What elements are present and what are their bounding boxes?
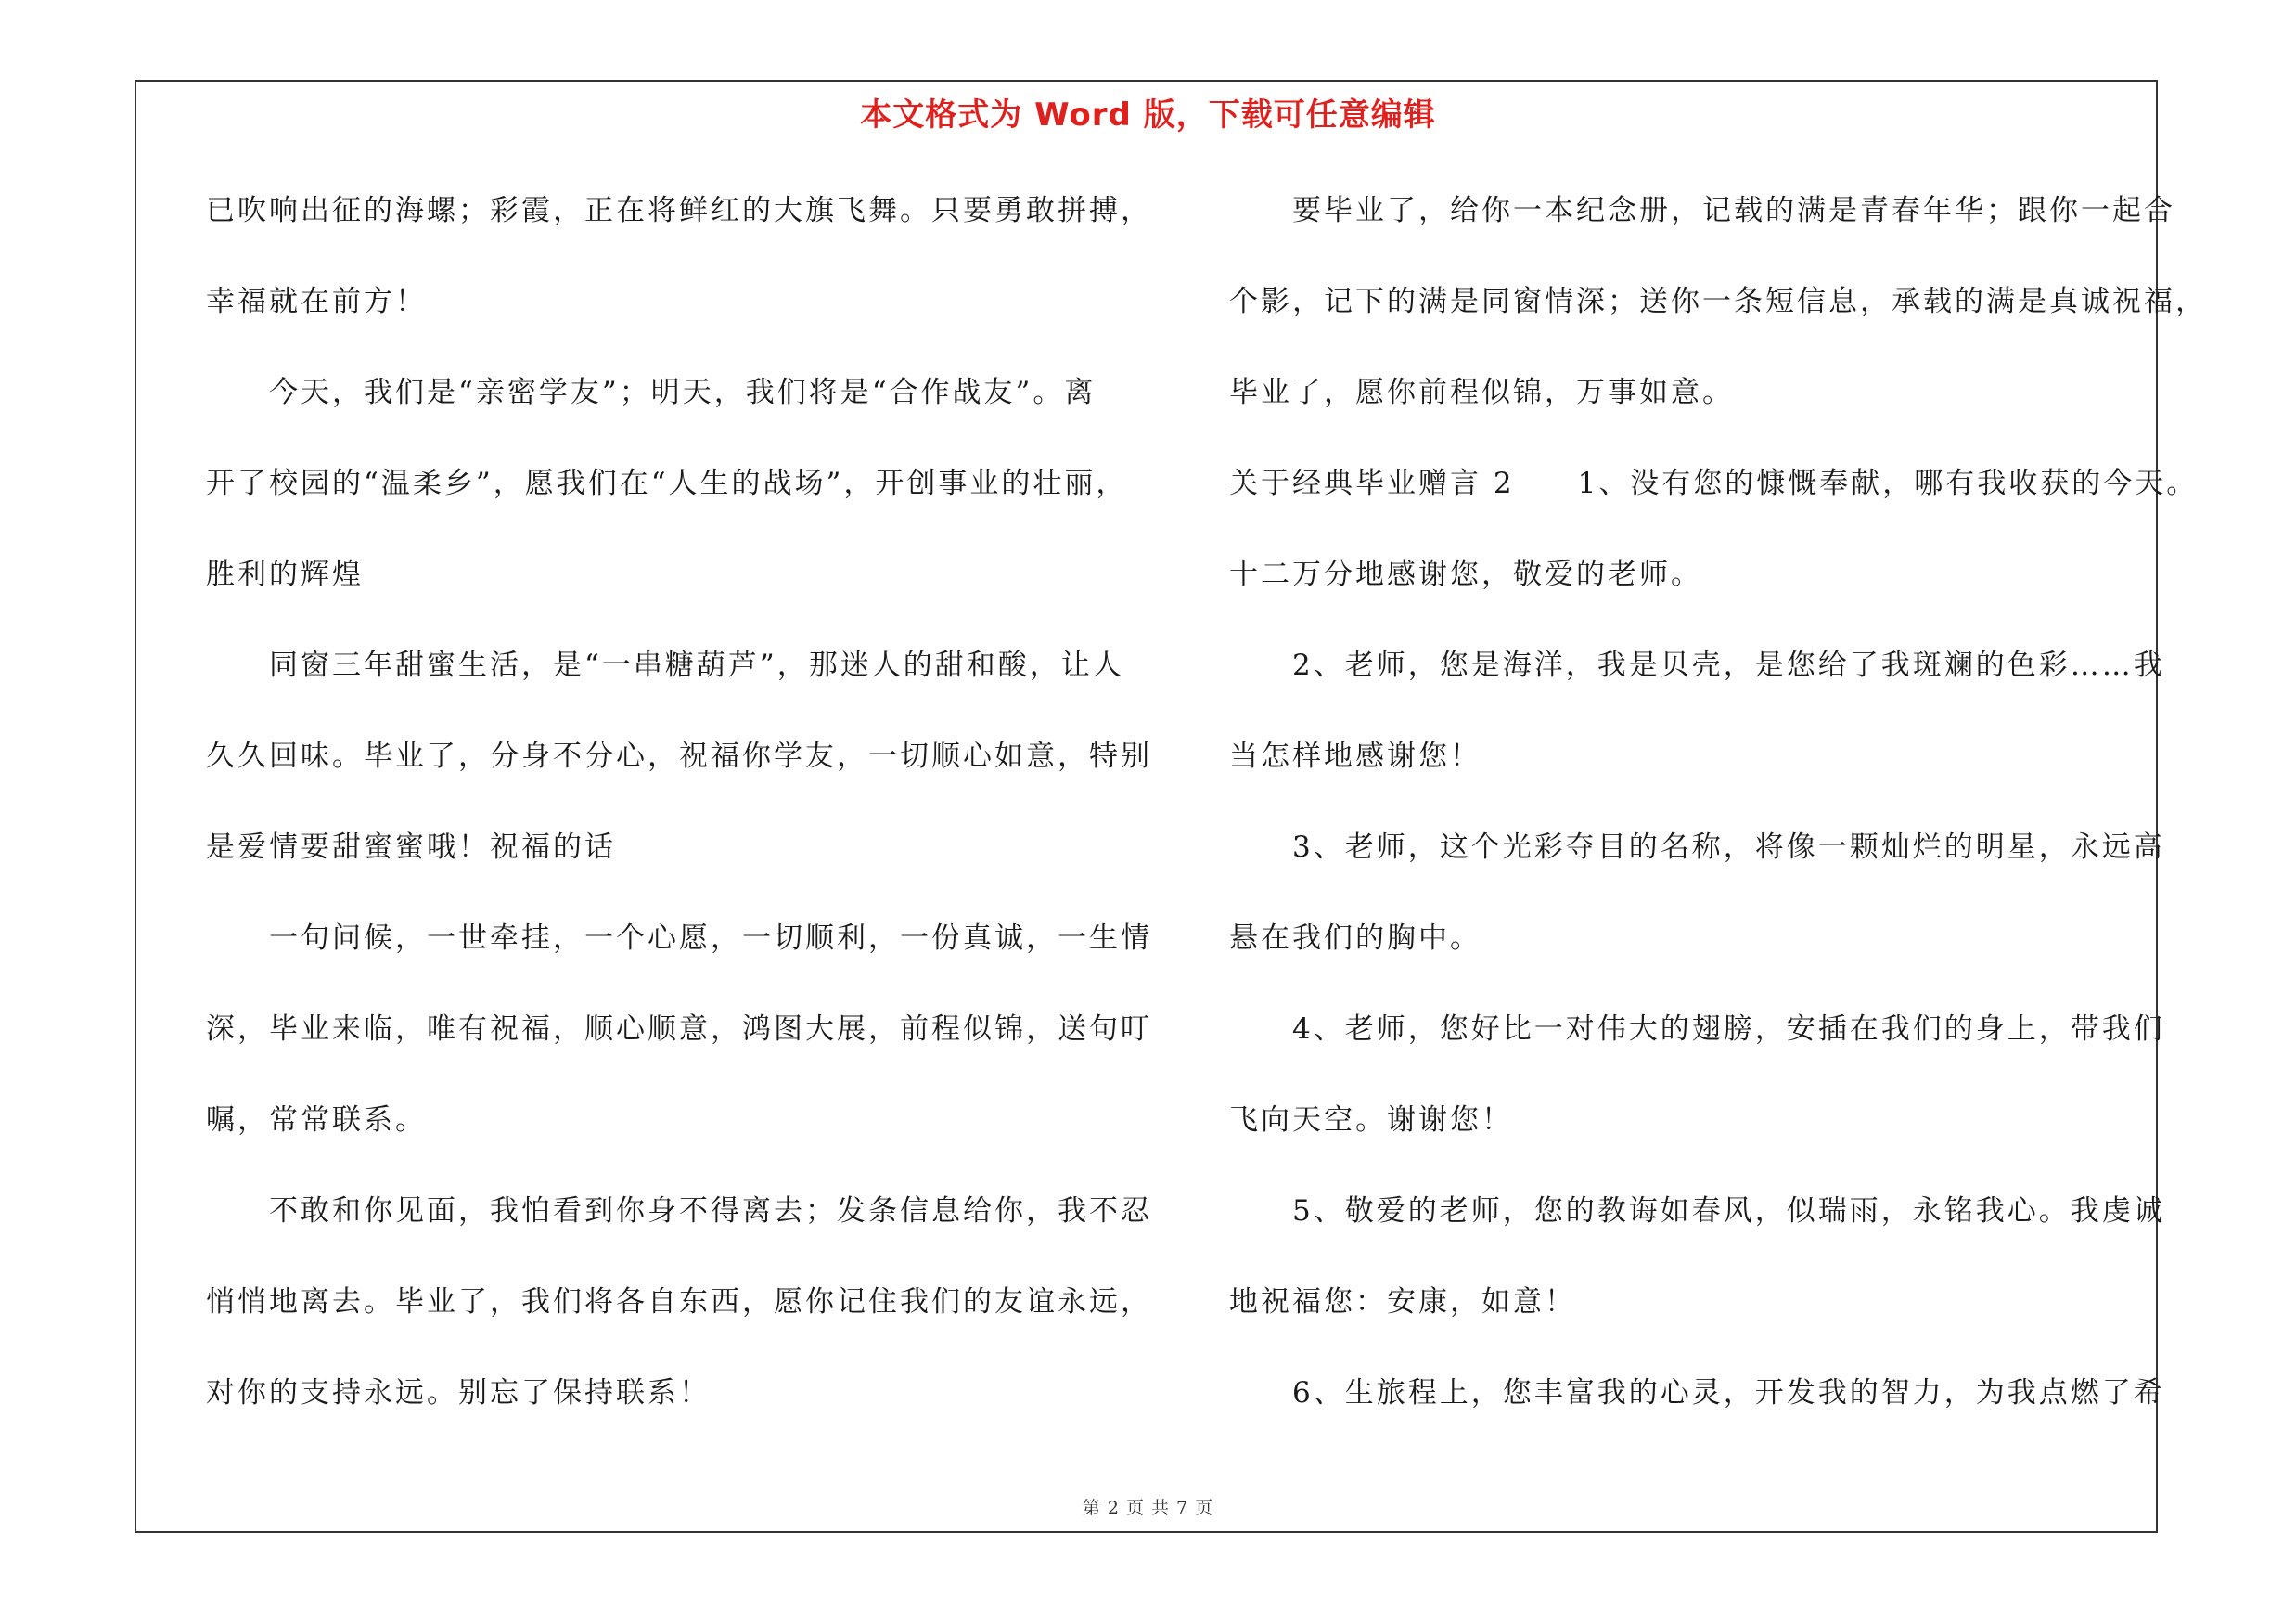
text-line: 一句问候，一世牵挂，一个心愿，一切顺利，一份真诚，一生情 xyxy=(206,921,1152,955)
text-line: 开了校园的“温柔乡”，愿我们在“人生的战场”，开创事业的壮丽， xyxy=(206,467,1128,500)
section-heading-line: 关于经典毕业赠言 2 1、没有您的慷慨奉献，哪有我收获的今天。 xyxy=(1229,467,2199,500)
text-line: 5、敬爱的老师，您的教诲如春风，似瑞雨，永铭我心。我虔诚 xyxy=(1229,1194,2165,1228)
text-line: 飞向天空。谢谢您！ xyxy=(1229,1103,1513,1137)
text-line: 2、老师，您是海洋，我是贝壳，是您给了我斑斓的色彩……我 xyxy=(1229,649,2165,682)
text-line: 要毕业了，给你一本纪念册，记载的满是青春年华；跟你一起合 xyxy=(1229,194,2175,227)
text-line: 3、老师，这个光彩夺目的名称，将像一颗灿烂的明星，永远高 xyxy=(1229,831,2165,864)
text-line: 今天，我们是“亲密学友”；明天，我们将是“合作战友”。离 xyxy=(206,376,1097,409)
right-text-column xyxy=(1229,182,2207,1455)
text-line: 悬在我们的胸中。 xyxy=(1229,921,1481,955)
page-number-footer: 第 2 页 共 7 页 xyxy=(1082,1498,1214,1518)
text-line: 6、生旅程上，您丰富我的心灵，开发我的智力，为我点燃了希 xyxy=(1229,1376,2165,1410)
text-line: 已吹响出征的海螺；彩霞，正在将鲜红的大旗飞舞。只要勇敢拼搏， xyxy=(206,194,1152,227)
text-line: 幸福就在前方！ xyxy=(206,285,427,318)
text-line: 地祝福您：安康，如意！ xyxy=(1229,1285,1576,1319)
word-format-banner: 本文格式为 Word 版，下载可任意编辑 xyxy=(860,97,1436,134)
text-line: 深，毕业来临，唯有祝福，顺心顺意，鸿图大展，前程似锦，送句叮 xyxy=(206,1012,1152,1046)
text-line: 当怎样地感谢您！ xyxy=(1229,740,1481,773)
text-line: 同窗三年甜蜜生活，是“一串糖葫芦”，那迷人的甜和酸，让人 xyxy=(206,649,1124,682)
text-line: 对你的支持永远。别忘了保持联系！ xyxy=(206,1376,711,1410)
text-line: 不敢和你见面，我怕看到你身不得离去；发条信息给你，我不忍 xyxy=(206,1194,1152,1228)
text-line: 悄悄地离去。毕业了，我们将各自东西，愿你记住我们的友谊永远， xyxy=(206,1285,1152,1319)
text-line: 十二万分地感谢您，敬爱的老师。 xyxy=(1229,558,1702,591)
text-line: 4、老师，您好比一对伟大的翅膀，安插在我们的身上，带我们 xyxy=(1229,1012,2165,1046)
text-line: 个影，记下的满是同窗情深；送你一条短信息，承载的满是真诚祝福， xyxy=(1229,285,2207,318)
text-line: 是爱情要甜蜜蜜哦！祝福的话 xyxy=(206,831,616,864)
left-text-column xyxy=(206,182,1152,1455)
text-line: 毕业了，愿你前程似锦，万事如意。 xyxy=(1229,376,1734,409)
text-line: 嘱，常常联系。 xyxy=(206,1103,427,1137)
text-line: 久久回味。毕业了，分身不分心，祝福你学友，一切顺心如意，特别 xyxy=(206,740,1152,773)
text-line: 胜利的辉煌 xyxy=(206,558,364,591)
